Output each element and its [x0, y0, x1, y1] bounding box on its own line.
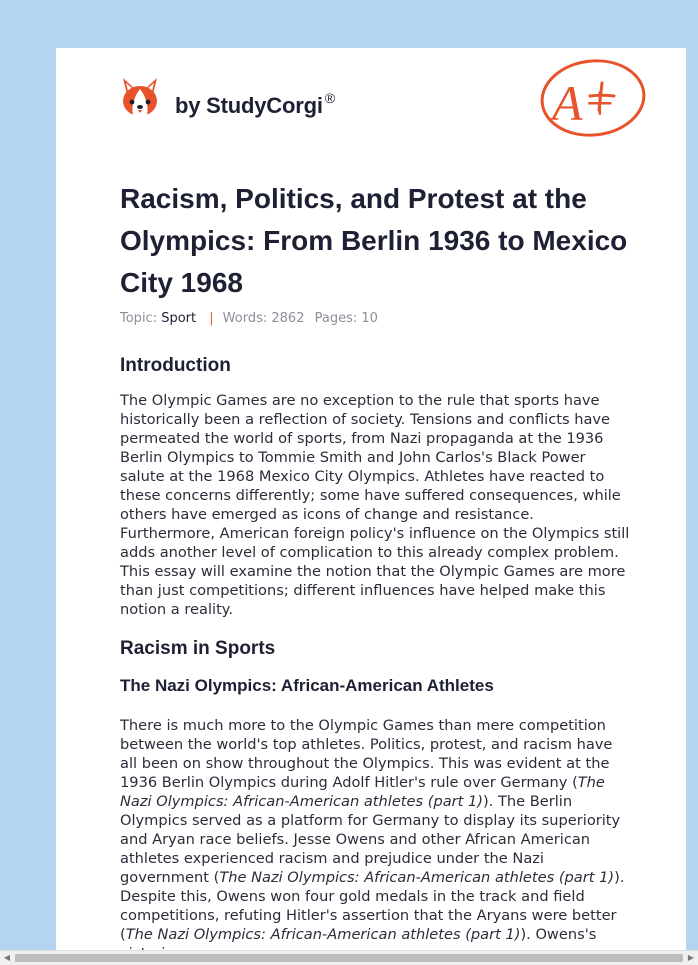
logo-wordmark: by StudyCorgi — [175, 93, 323, 118]
scroll-right-arrow-icon[interactable]: ▶ — [687, 953, 695, 962]
page-title: Racism, Politics, and Protest at the Olympics: From Berlin 1936 to Mexico City 1968 — [120, 183, 628, 298]
paragraph-text: There is much more to the Olympic Games than mere competition between the world's top athletes. Politics, protest, and racism have all been on show throughout the Olympics. This was evident at the 1936 Berlin Olympics during Adolf Hitler's rule over Germany ( — [120, 717, 613, 791]
pages-label: Pages: — [314, 311, 358, 326]
words-value: 2862 — [271, 311, 305, 326]
section-heading-introduction: Introduction — [120, 355, 231, 376]
studycorgi-logo[interactable] — [120, 75, 380, 123]
grade-a-plus-icon — [538, 58, 648, 140]
words-label: Words: — [222, 311, 268, 326]
scroll-left-arrow-icon[interactable]: ◀ — [3, 953, 11, 962]
paragraph-text: ). Despite this, Owens won four gold medals in the track and field competitions, refuting Hitler's assertion that the Aryans were better ( — [120, 869, 625, 943]
citation: The Nazi Olympics: African-American athletes (part 1) — [120, 774, 605, 810]
logo-text — [175, 90, 335, 119]
corgi-icon — [120, 75, 160, 119]
meta-separator: | — [209, 311, 214, 326]
citation: The Nazi Olympics: African-American athletes (part 1) — [125, 926, 521, 943]
citation: The Nazi Olympics: African-American athletes (part 1) — [219, 869, 615, 886]
horizontal-scrollbar[interactable] — [0, 950, 698, 965]
registered-mark: ® — [324, 90, 335, 106]
scrollbar-thumb[interactable] — [15, 954, 683, 962]
section-heading-racism: Racism in Sports — [120, 638, 276, 659]
topic-label: Topic: — [120, 311, 158, 326]
pages-value: 10 — [361, 311, 378, 326]
paragraph-text: ). The Berlin Olympics served as a platform for Germany to display its superiority and Aryan race beliefs. Jesse Owens and other African American athletes experienced racism and prejudice under the Nazi government ( — [120, 793, 621, 886]
grade-badge — [538, 58, 648, 140]
nazi-olympics-paragraph — [120, 716, 632, 963]
paragraph-text: ). Owens's — [520, 926, 597, 943]
grade-text: A+ — [552, 75, 617, 131]
topic-link[interactable]: Sport — [161, 311, 197, 326]
subsection-heading-nazi-olympics: The Nazi Olympics: African-American Athletes — [120, 676, 494, 695]
document-page — [56, 48, 686, 950]
introduction-paragraph: The Olympic Games are no exception to the rule that sports have historically been a reflection of society. Tensions and conflicts have permeated the world of sports, from Nazi propaganda at the 1936 Berlin Olympics to Tommie Smith and John Carlos's Black Power salute at the 1968 Mexico City Olympics. Athletes have reacted to these concerns differently; some have suffered consequences, while others have emerged as icons of change and resistance. Furthermore, American foreign policy's influence on the Olympics still adds another level of complication to this already complex problem. This essay will examine the notion that the Olympic Games are more than just competitions; different influences have helped make this notion a reality. — [120, 392, 630, 618]
document-meta — [120, 311, 378, 326]
